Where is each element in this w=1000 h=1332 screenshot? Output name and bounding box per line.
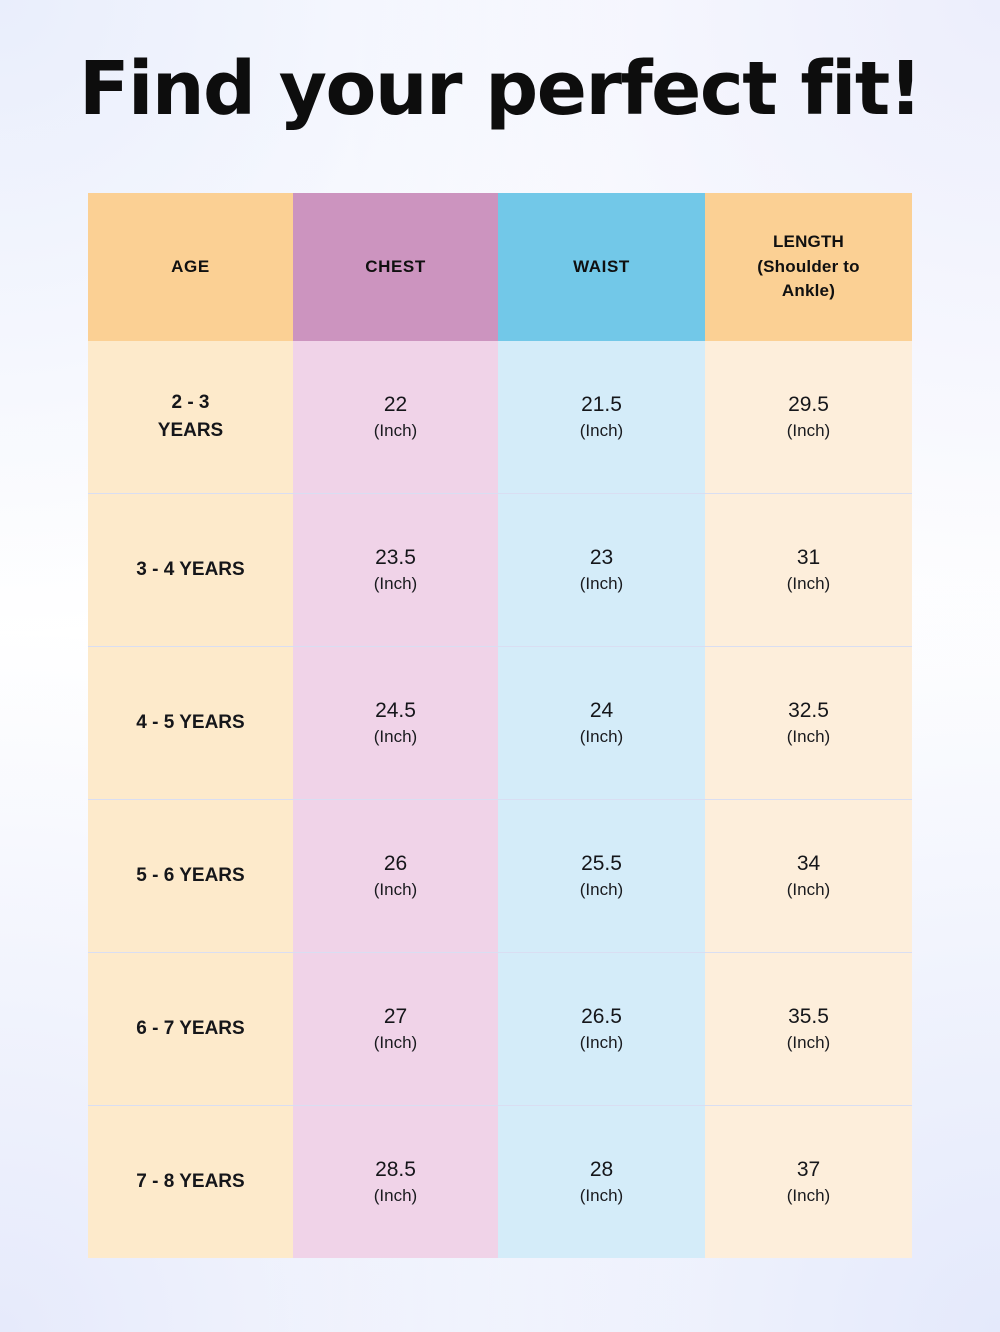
table-row <box>88 800 912 953</box>
cell-chest <box>293 494 498 647</box>
age-line1: 3 - 4 YEARS <box>136 559 245 581</box>
chest-value: 26 <box>383 852 408 876</box>
table-row <box>88 494 912 647</box>
table-row <box>88 341 912 494</box>
cell-waist <box>498 494 705 647</box>
unit-label: (Inch) <box>786 879 831 899</box>
cell-age <box>88 1106 293 1259</box>
cell-length <box>705 953 912 1106</box>
waist-value: 21.5 <box>581 393 622 417</box>
column-header-waist: WAIST <box>498 193 705 341</box>
unit-label: (Inch) <box>579 1185 624 1205</box>
unit-label: (Inch) <box>373 573 418 593</box>
cell-chest <box>293 800 498 953</box>
cell-waist <box>498 800 705 953</box>
waist-value: 25.5 <box>581 852 622 876</box>
unit-label: (Inch) <box>579 420 624 440</box>
age-line2: YEARS <box>157 420 224 441</box>
unit-label: (Inch) <box>786 726 831 746</box>
cell-waist <box>498 953 705 1106</box>
column-header-length-line1: LENGTH <box>772 232 845 252</box>
cell-length <box>705 341 912 494</box>
cell-length <box>705 1106 912 1259</box>
unit-label: (Inch) <box>786 420 831 440</box>
header-row <box>88 193 912 341</box>
size-chart-container <box>88 193 912 1258</box>
table-header <box>88 193 912 341</box>
cell-length <box>705 494 912 647</box>
age-line1: 5 - 6 YEARS <box>136 865 245 887</box>
cell-chest <box>293 341 498 494</box>
cell-age <box>88 953 293 1106</box>
waist-value: 24 <box>589 699 614 723</box>
age-line1: 4 - 5 YEARS <box>136 712 245 734</box>
unit-label: (Inch) <box>786 1185 831 1205</box>
unit-label: (Inch) <box>579 573 624 593</box>
chest-value: 23.5 <box>375 546 416 570</box>
unit-label: (Inch) <box>373 1032 418 1052</box>
waist-value: 23 <box>589 546 614 570</box>
age-line1: 6 - 7 YEARS <box>136 1018 245 1040</box>
waist-value: 28 <box>589 1158 614 1182</box>
length-value: 35.5 <box>788 1005 829 1029</box>
length-value: 34 <box>796 852 821 876</box>
unit-label: (Inch) <box>373 420 418 440</box>
cell-waist <box>498 647 705 800</box>
age-line1: 7 - 8 YEARS <box>136 1171 245 1193</box>
cell-waist <box>498 341 705 494</box>
unit-label: (Inch) <box>786 573 831 593</box>
cell-length <box>705 800 912 953</box>
column-header-age: AGE <box>88 193 293 341</box>
unit-label: (Inch) <box>373 726 418 746</box>
unit-label: (Inch) <box>579 1032 624 1052</box>
cell-waist <box>498 1106 705 1259</box>
waist-value: 26.5 <box>581 1005 622 1029</box>
length-value: 37 <box>796 1158 821 1182</box>
cell-chest <box>293 1106 498 1259</box>
unit-label: (Inch) <box>579 879 624 899</box>
column-header-chest: CHEST <box>293 193 498 341</box>
table-row <box>88 953 912 1106</box>
table-row <box>88 647 912 800</box>
length-value: 29.5 <box>788 393 829 417</box>
chest-value: 28.5 <box>375 1158 416 1182</box>
chest-value: 27 <box>383 1005 408 1029</box>
cell-age <box>88 800 293 953</box>
column-header-length-line3: Ankle) <box>781 281 836 301</box>
cell-age <box>88 494 293 647</box>
column-header-length-line2: (Shoulder to <box>757 256 860 276</box>
chest-value: 22 <box>383 393 408 417</box>
length-value: 32.5 <box>788 699 829 723</box>
cell-chest <box>293 647 498 800</box>
table-body <box>88 341 912 1258</box>
page-title: Find your perfect fit! <box>78 46 922 132</box>
cell-age <box>88 647 293 800</box>
cell-length <box>705 647 912 800</box>
unit-label: (Inch) <box>786 1032 831 1052</box>
unit-label: (Inch) <box>579 726 624 746</box>
cell-chest <box>293 953 498 1106</box>
unit-label: (Inch) <box>373 1185 418 1205</box>
cell-age <box>88 341 293 494</box>
age-line1: 2 - 3 <box>171 392 210 414</box>
length-value: 31 <box>796 546 821 570</box>
column-header-length <box>705 193 912 341</box>
table-row <box>88 1106 912 1259</box>
unit-label: (Inch) <box>373 879 418 899</box>
chest-value: 24.5 <box>375 699 416 723</box>
size-chart-table <box>88 193 912 1258</box>
